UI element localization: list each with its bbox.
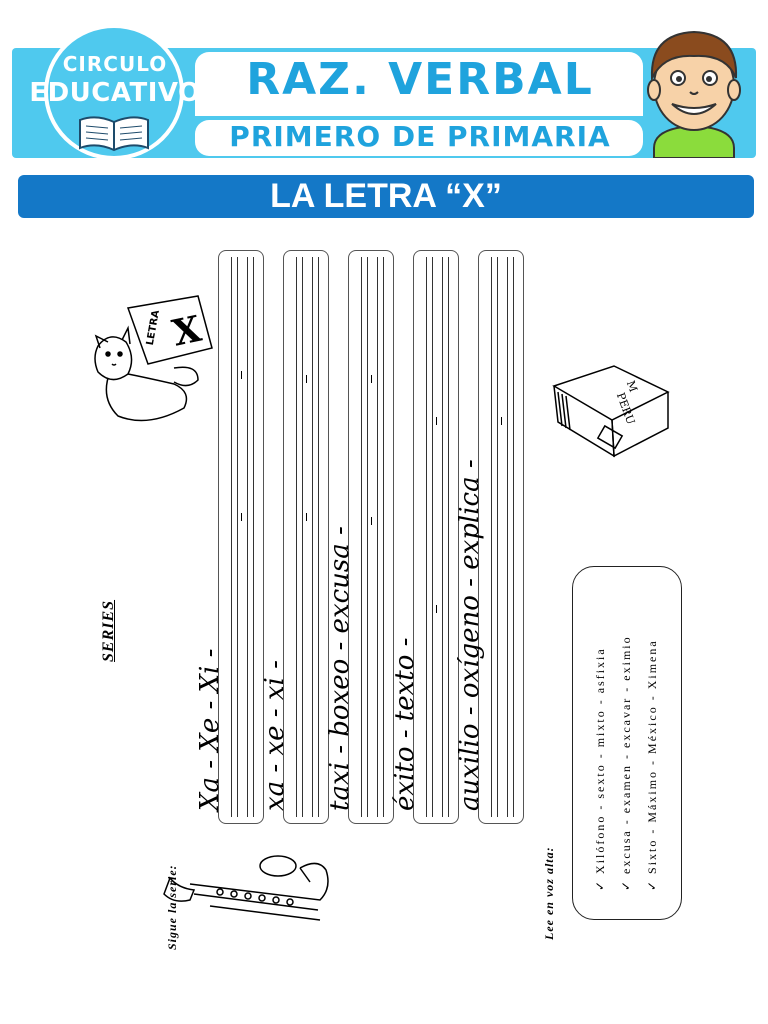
writing-strip xyxy=(325,250,394,824)
book-icon xyxy=(76,112,152,152)
read-aloud-label: Lee en voz alta: xyxy=(542,846,556,940)
guide-line xyxy=(513,257,514,817)
dash-mark xyxy=(371,375,372,383)
strip-series-text: taxi - boxeo - excusa - xyxy=(325,526,355,811)
logo-line2: EDUCATIVO xyxy=(29,78,201,108)
guide-line xyxy=(383,257,384,817)
guide-line xyxy=(448,257,449,817)
circulo-educativo-logo xyxy=(30,24,200,164)
read-aloud-line: ✓ Sixto - Máximo - México - Ximena xyxy=(645,639,659,891)
guide-line xyxy=(361,257,362,817)
dash-mark xyxy=(306,375,307,383)
dash-mark xyxy=(436,605,437,613)
guide-line xyxy=(312,257,313,817)
read-aloud-box xyxy=(572,566,682,920)
logo-line1: CIRCULO xyxy=(62,52,168,76)
guide-line xyxy=(497,257,498,817)
guide-line xyxy=(231,257,232,817)
dash-mark xyxy=(306,513,307,521)
peru-map-book-icon xyxy=(544,362,674,462)
grade-title: PRIMERO DE PRIMARIA xyxy=(229,120,611,153)
strip-series-text: éxito - texto - xyxy=(390,637,420,811)
writing-strip xyxy=(195,250,264,824)
read-aloud-line: ✓ excusa - examen - excavar - eximio xyxy=(619,635,633,891)
lesson-title-bar xyxy=(18,175,754,218)
guide-line xyxy=(367,257,368,817)
dash-mark xyxy=(241,513,242,521)
dash-mark xyxy=(501,417,502,425)
guide-line xyxy=(507,257,508,817)
guide-line xyxy=(253,257,254,817)
svg-text:M: M xyxy=(623,378,640,394)
strip-series-text: auxilio - oxígeno - explica - xyxy=(455,459,485,811)
subject-title: RAZ. VERBAL xyxy=(246,54,594,105)
guide-line xyxy=(296,257,297,817)
guide-line xyxy=(491,257,492,817)
svg-text:LETRA: LETRA xyxy=(144,309,162,347)
writing-strip xyxy=(260,250,329,824)
lesson-title: LA LETRA “X” xyxy=(270,177,502,215)
strip-series-text: xa - xe - xi - xyxy=(260,660,290,811)
dash-mark xyxy=(371,517,372,525)
guide-line xyxy=(432,257,433,817)
strip-series-text: Xa - Xe - Xi - xyxy=(195,648,225,811)
dash-mark xyxy=(436,417,437,425)
guide-line xyxy=(318,257,319,817)
kid-mascot-icon xyxy=(634,18,754,158)
follow-series-label: Sigue la serie: xyxy=(165,864,179,950)
dash-mark xyxy=(241,371,242,379)
cat-with-letter-x-sign-icon xyxy=(88,268,220,428)
guide-line xyxy=(442,257,443,817)
guide-line xyxy=(247,257,248,817)
writing-strip xyxy=(455,250,524,824)
guide-line xyxy=(302,257,303,817)
guide-line xyxy=(377,257,378,817)
series-heading: SERIES xyxy=(100,599,117,662)
writing-strip xyxy=(390,250,459,824)
svg-text:X: X xyxy=(168,307,205,355)
svg-text:PERU: PERU xyxy=(613,390,638,427)
guide-line xyxy=(426,257,427,817)
read-aloud-line: ✓ Xilófono - sexto - mixto - asfixia xyxy=(593,647,607,891)
guide-line xyxy=(237,257,238,817)
